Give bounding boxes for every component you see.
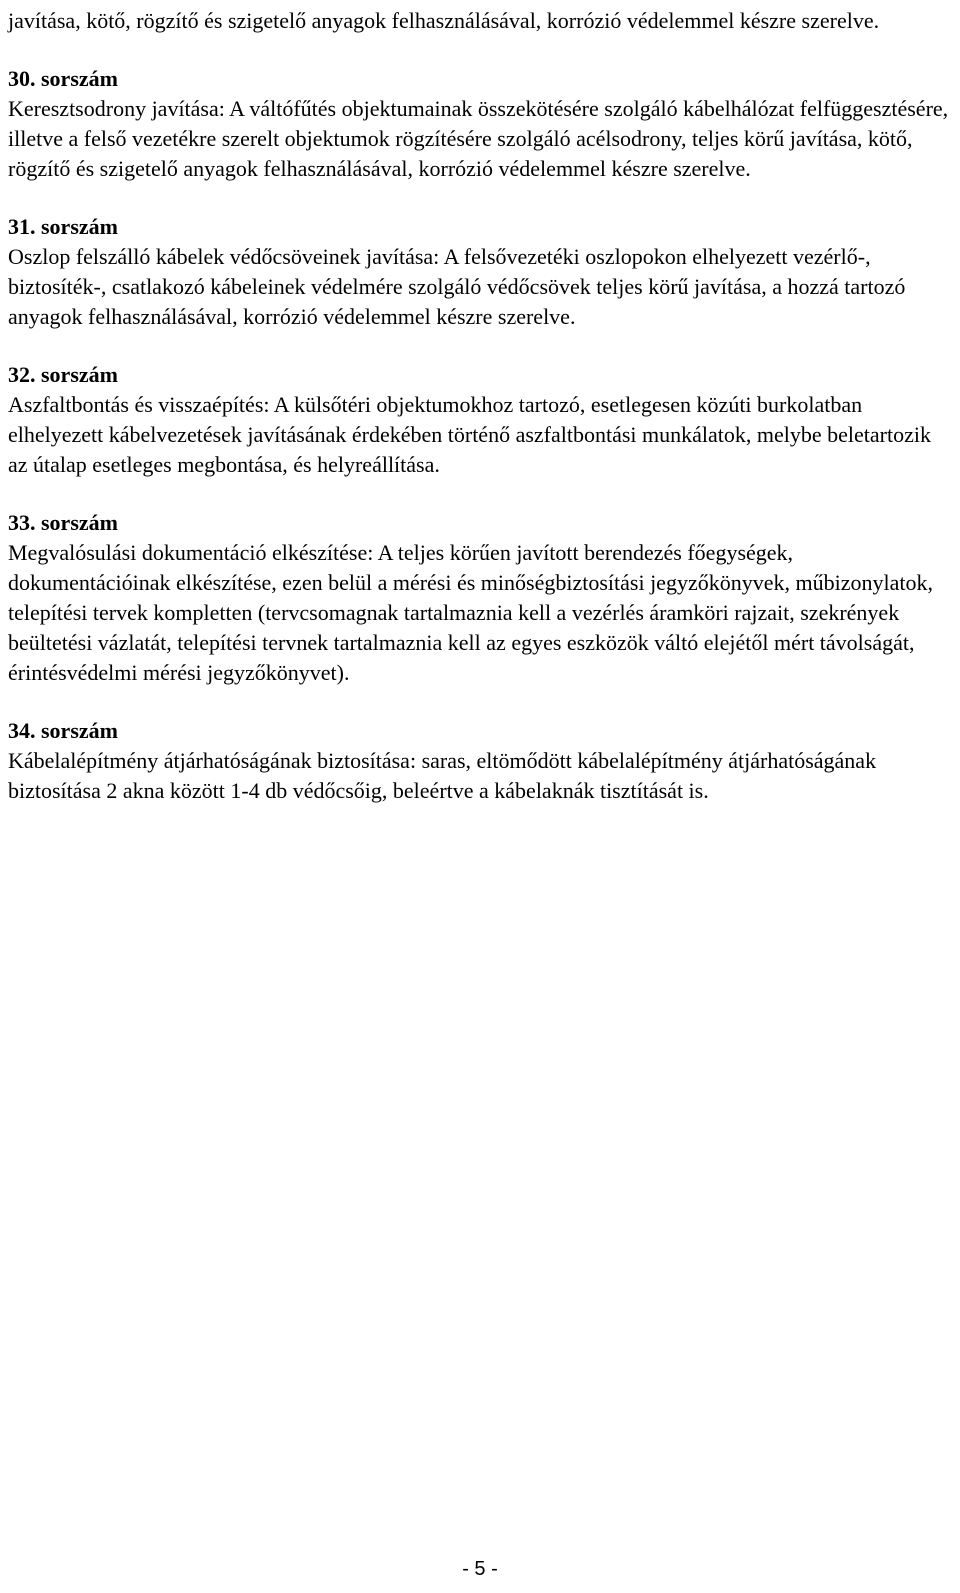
item-description: Kábelalépítmény átjárhatóságának biztosítása: saras, eltömődött kábelalépítmény átjárhatóságának biztosítása 2 akna között 1-4 db védőcsőig, beleértve a kábelaknák tisztítását is. — [8, 748, 877, 803]
item-label: sorszám — [41, 718, 118, 743]
item-heading — [8, 360, 952, 390]
document-page — [8, 6, 952, 806]
intro-paragraph: javítása, kötő, rögzítő és szigetelő anyagok felhasználásával, korrózió védelemmel készre szerelve. — [8, 8, 880, 33]
item-description: Aszfaltbontás és visszaépítés: A külsőtéri objektumokhoz tartozó, esetlegesen közúti burkolatban elhelyezett kábelvezetések javításának érdekében történő aszfaltbontási munkálatok, melybe beletartozik az útalap esetleges megbontása, és helyreállítása. — [8, 392, 931, 477]
item-label: sorszám — [41, 510, 118, 535]
item-number: 30. — [8, 66, 36, 91]
item-heading — [8, 64, 952, 94]
item-33 — [8, 508, 952, 688]
item-number: 34. — [8, 718, 36, 743]
item-heading — [8, 716, 952, 746]
item-label: sorszám — [41, 214, 118, 239]
item-heading — [8, 212, 952, 242]
item-number: 31. — [8, 214, 36, 239]
item-number: 33. — [8, 510, 36, 535]
item-number: 32. — [8, 362, 36, 387]
item-32 — [8, 360, 952, 480]
item-label: sorszám — [41, 66, 118, 91]
item-label: sorszám — [41, 362, 118, 387]
item-description: Megvalósulási dokumentáció elkészítése: A teljes körűen javított berendezés főegységek, dokumentációinak elkészítése, ezen belül a mérési és minőségbiztosítási jegyzőkönyvek, műbizonylatok, telepítési tervek kompletten (tervcsomagnak tartalmaznia kell a vezérlés áramköri rajzait, szekrények beültetési vázlatát, telepítési tervnek tartalmaznia kell az egyes eszközök váltó elejétől mért távolságát, érintésvédelmi mérési jegyzőkönyvet). — [8, 540, 933, 685]
item-30 — [8, 64, 952, 184]
item-heading — [8, 508, 952, 538]
page-number: - 5 - — [462, 1558, 498, 1580]
item-description: Oszlop felszálló kábelek védőcsöveinek javítása: A felsővezetéki oszlopokon elhelyezett vezérlő-, biztosíték-, csatlakozó kábeleinek védelmére szolgáló védőcsövek teljes körű javítása, a hozzá tartozó anyagok felhasználásával, korrózió védelemmel készre szerelve. — [8, 244, 906, 329]
item-34 — [8, 716, 952, 806]
item-31 — [8, 212, 952, 332]
item-description: Keresztsodrony javítása: A váltófűtés objektumainak összekötésére szolgáló kábelhálózat felfüggesztésére, illetve a felső vezetékre szerelt objektumok rögzítésére szolgáló acélsodrony, teljes körű javítása, kötő, rögzítő és szigetelő anyagok felhasználásával, korrózió védelemmel készre szerelve. — [8, 96, 949, 181]
